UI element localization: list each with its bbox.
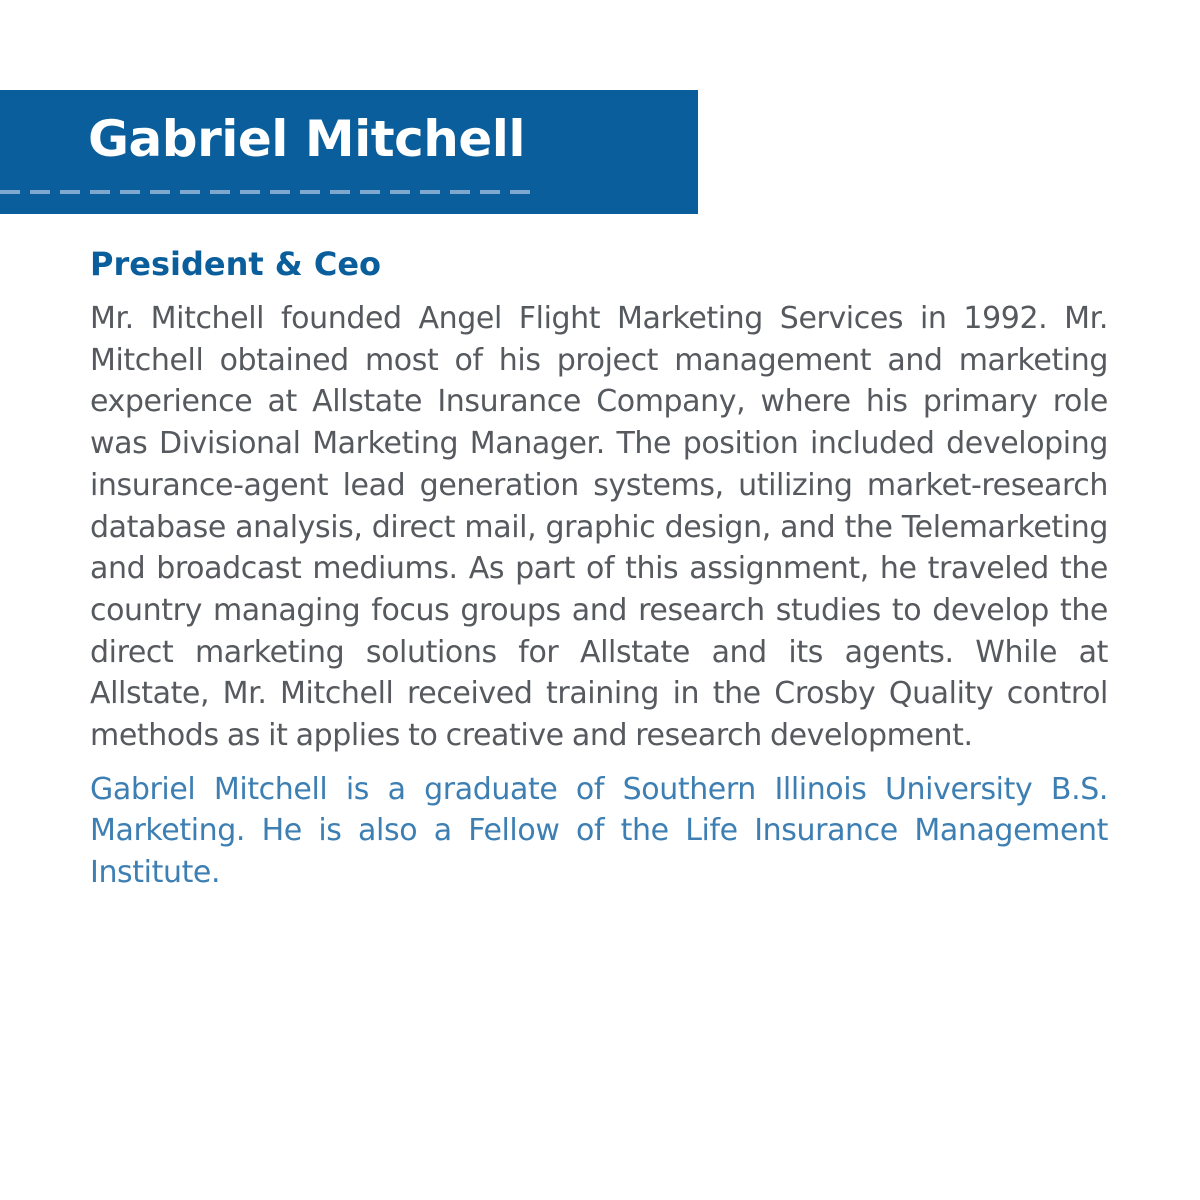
job-title: President & Ceo xyxy=(90,245,381,283)
dashed-divider xyxy=(0,190,536,194)
biography-paragraph: Mr. Mitchell founded Angel Flight Marketing Services in 1992. Mr. Mitchell obtained most of his project management and marketing experience at Allstate Insurance Company, where his primary role was Divisional Marketing Manager. The position included developing insurance-agent lead generation systems, utilizing market-research database analysis, direct mail, graphic design, and the Telemarketing and broadcast mediums. As part of this assignment, he traveled the country managing focus groups and research studies to develop the direct marketing solutions for Allstate and its agents. While at Allstate, Mr. Mitchell received training in the Crosby Quality control methods as it applies to creative and research development. xyxy=(90,301,1108,754)
bio-content xyxy=(90,244,1108,894)
education-paragraph: Gabriel Mitchell is a graduate of Southern Illinois University B.S. Marketing. He is also a Fellow of the Life Insurance Management Institute. xyxy=(90,771,1108,891)
person-name: Gabriel Mitchell xyxy=(88,110,526,168)
